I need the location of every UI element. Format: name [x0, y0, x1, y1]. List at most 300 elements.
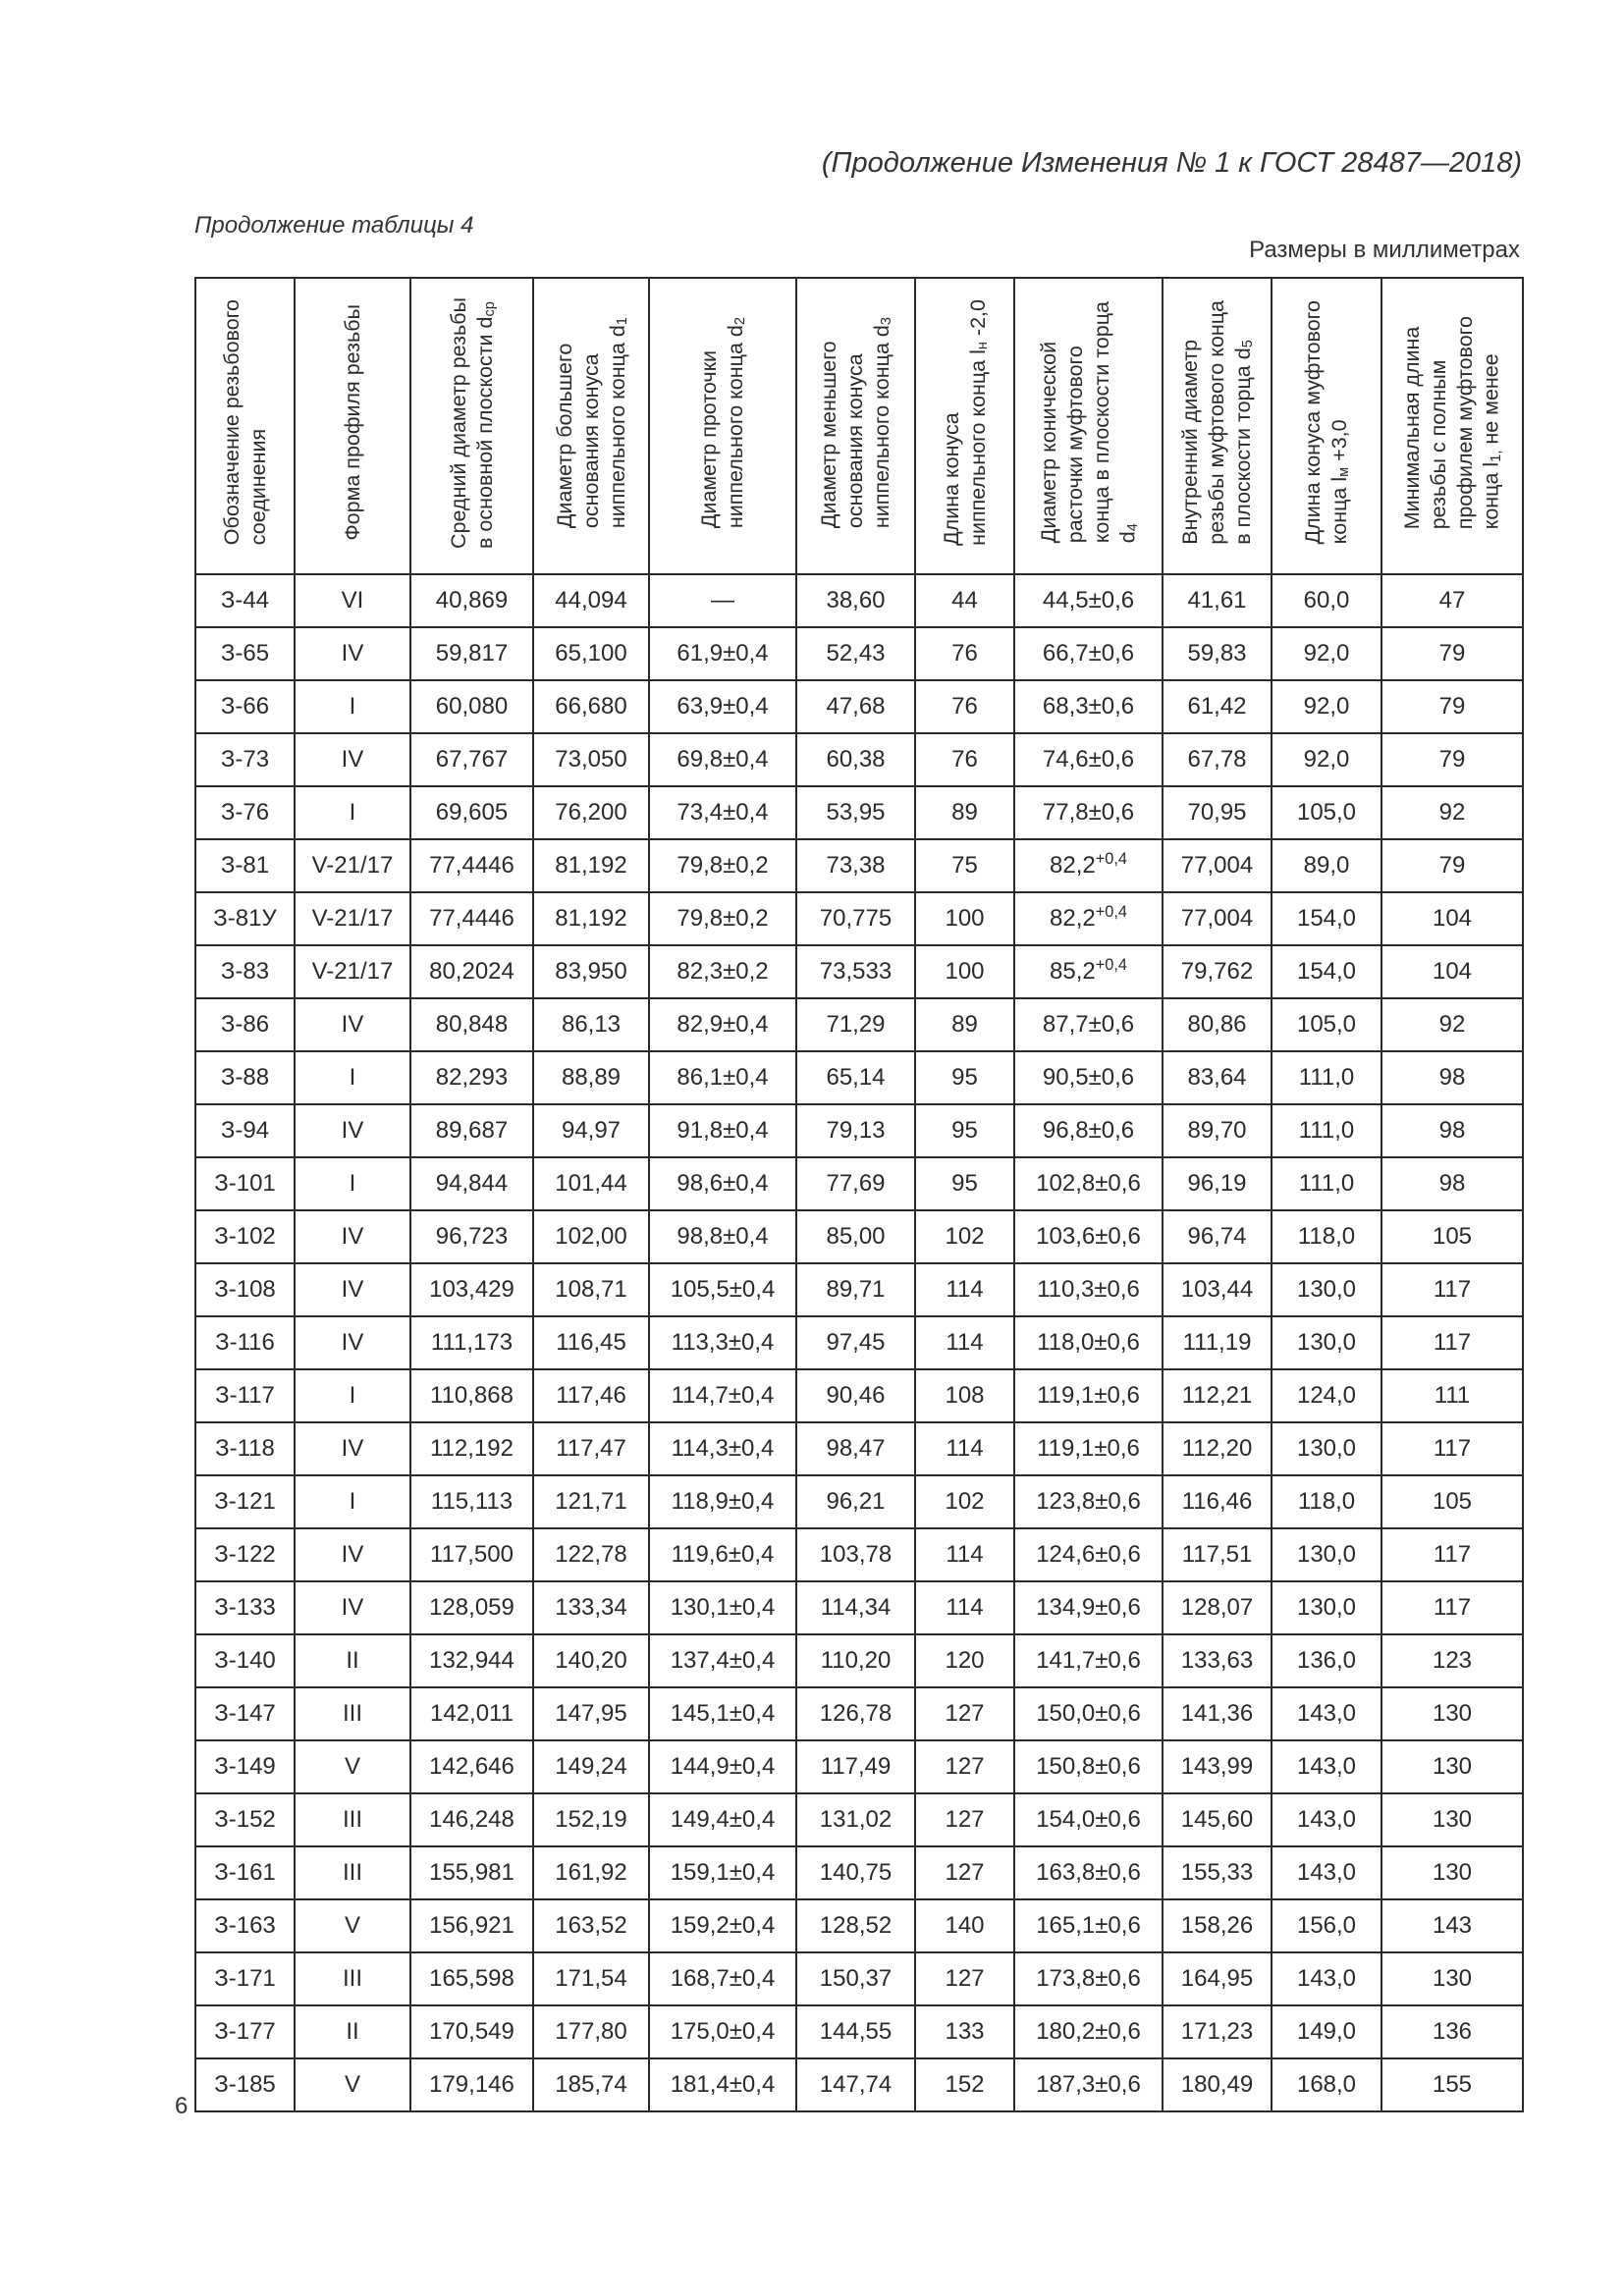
- table-cell: 130: [1381, 1687, 1523, 1740]
- document-continuation-header: (Продолжение Изменения № 1 к ГОСТ 28487—2018): [821, 147, 1522, 179]
- table-cell: 81,192: [533, 839, 649, 892]
- table-cell: 117: [1381, 1528, 1523, 1581]
- table-cell: 165,598: [410, 1952, 533, 2005]
- column-header-label: Форма профиля резьбы: [340, 304, 364, 541]
- table-cell: З-121: [195, 1475, 295, 1528]
- table-cell: 140,20: [533, 1634, 649, 1687]
- table-cell: 117: [1381, 1581, 1523, 1634]
- table-cell: 114: [915, 1422, 1014, 1475]
- column-header-label: Диаметр меньшего основания конуса ниппельного конца $d_3$: [817, 316, 895, 529]
- table-cell: 134,9±0,6: [1014, 1581, 1163, 1634]
- table-cell: З-152: [195, 1793, 295, 1846]
- table-cell: З-76: [195, 786, 295, 839]
- table-cell: 156,0: [1272, 1899, 1381, 1952]
- table-cell: З-66: [195, 680, 295, 733]
- table-cell: 79,13: [796, 1104, 915, 1157]
- table-cell: 111,173: [410, 1316, 533, 1369]
- table-cell: IV: [295, 1263, 410, 1316]
- table-cell: I: [295, 1369, 410, 1422]
- table-cell: 179,146: [410, 2058, 533, 2111]
- table-cell: 110,20: [796, 1634, 915, 1687]
- table-cell: 130: [1381, 1793, 1523, 1846]
- table-cell: 66,680: [533, 680, 649, 733]
- table-cell: 130,0: [1272, 1581, 1381, 1634]
- column-header-3: [410, 278, 533, 574]
- table-cell: 171,23: [1163, 2005, 1272, 2058]
- table-cell: $82,2^{+0,4}$: [1014, 892, 1163, 945]
- table-cell: З-86: [195, 998, 295, 1051]
- table-cell: 155,981: [410, 1846, 533, 1899]
- table-cell: 73,050: [533, 733, 649, 786]
- table-cell: 141,36: [1163, 1687, 1272, 1740]
- table-cell: 175,0±0,4: [649, 2005, 796, 2058]
- table-cell: IV: [295, 1210, 410, 1263]
- table-cell: 60,080: [410, 680, 533, 733]
- table-cell: 112,192: [410, 1422, 533, 1475]
- table-cell: 76: [915, 733, 1014, 786]
- table-header-row: [195, 278, 1523, 574]
- table-cell: 168,0: [1272, 2058, 1381, 2111]
- table-cell: 65,14: [796, 1051, 915, 1104]
- table-cell: 180,49: [1163, 2058, 1272, 2111]
- table-cell: 59,83: [1163, 627, 1272, 680]
- table-cell: 152: [915, 2058, 1014, 2111]
- table-cell: 89,70: [1163, 1104, 1272, 1157]
- table-cell: 122,78: [533, 1528, 649, 1581]
- table-cell: 89: [915, 998, 1014, 1051]
- table-row: [195, 1899, 1523, 1952]
- column-header-label: Диаметр конической расточки муфтового конца в плоскости торца $d_4$: [1036, 301, 1141, 544]
- table-cell: 187,3±0,6: [1014, 2058, 1163, 2111]
- table-cell: 130,0: [1272, 1422, 1381, 1475]
- table-row: [195, 1846, 1523, 1899]
- table-row: [195, 1369, 1523, 1422]
- table-cell: 89: [915, 786, 1014, 839]
- table-cell: З-44: [195, 574, 295, 627]
- table-cell: 159,2±0,4: [649, 1899, 796, 1952]
- table-row: [195, 1740, 1523, 1793]
- table-cell: 98: [1381, 1157, 1523, 1210]
- column-header-label: Длина конуса муфтового конца $l_м +3,0$: [1301, 300, 1353, 545]
- table-cell: 114: [915, 1581, 1014, 1634]
- table-cell: З-177: [195, 2005, 295, 2058]
- table-cell: 105,0: [1272, 998, 1381, 1051]
- table-row: [195, 733, 1523, 786]
- table-cell: 96,723: [410, 1210, 533, 1263]
- table-cell: 101,44: [533, 1157, 649, 1210]
- table-cell: 144,55: [796, 2005, 915, 2058]
- column-header-8: [1014, 278, 1163, 574]
- table-cell: 130: [1381, 1740, 1523, 1793]
- table-cell: З-118: [195, 1422, 295, 1475]
- table-cell: 79,8±0,2: [649, 839, 796, 892]
- table-cell: 149,24: [533, 1740, 649, 1793]
- table-cell: 95: [915, 1104, 1014, 1157]
- table-cell: 143,99: [1163, 1740, 1272, 1793]
- table-cell: 163,52: [533, 1899, 649, 1952]
- table-cell: 117: [1381, 1263, 1523, 1316]
- table-cell: 59,817: [410, 627, 533, 680]
- column-header-1: [195, 278, 295, 574]
- table-cell: 79: [1381, 627, 1523, 680]
- table-cell: 73,38: [796, 839, 915, 892]
- column-header-label: Диаметр большего основания конуса ниппельного конца $d_1$: [552, 316, 630, 529]
- table-cell: З-101: [195, 1157, 295, 1210]
- table-cell: 98: [1381, 1104, 1523, 1157]
- table-cell: 105: [1381, 1210, 1523, 1263]
- table-cell: 83,64: [1163, 1051, 1272, 1104]
- table-cell: 96,21: [796, 1475, 915, 1528]
- table-cell: 133,63: [1163, 1634, 1272, 1687]
- table-cell: 127: [915, 1793, 1014, 1846]
- table-cell: IV: [295, 1581, 410, 1634]
- table-cell: 116,46: [1163, 1475, 1272, 1528]
- table-cell: I: [295, 786, 410, 839]
- table-cell: IV: [295, 1528, 410, 1581]
- table-cell: III: [295, 1846, 410, 1899]
- units-note: Размеры в миллиметрах: [1249, 237, 1520, 263]
- table-cell: 117,46: [533, 1369, 649, 1422]
- table-cell: 112,21: [1163, 1369, 1272, 1422]
- table-cell: 144,9±0,4: [649, 1740, 796, 1793]
- table-cell: 150,37: [796, 1952, 915, 2005]
- table-cell: 77,69: [796, 1157, 915, 1210]
- table-row: [195, 1581, 1523, 1634]
- table-cell: 83,950: [533, 945, 649, 998]
- table-cell: 156,921: [410, 1899, 533, 1952]
- table-cell: 76: [915, 680, 1014, 733]
- table-cell: II: [295, 2005, 410, 2058]
- table-cell: 95: [915, 1051, 1014, 1104]
- table-cell: 154,0±0,6: [1014, 1793, 1163, 1846]
- table-cell: 71,29: [796, 998, 915, 1051]
- table-cell: 155,33: [1163, 1846, 1272, 1899]
- table-cell: 69,605: [410, 786, 533, 839]
- table-cell: 124,0: [1272, 1369, 1381, 1422]
- column-header-5: [649, 278, 796, 574]
- table-cell: З-88: [195, 1051, 295, 1104]
- table-cell: 108: [915, 1369, 1014, 1422]
- table-cell: 61,42: [1163, 680, 1272, 733]
- table-cell: З-81: [195, 839, 295, 892]
- table-cell: 89,71: [796, 1263, 915, 1316]
- table-cell: З-65: [195, 627, 295, 680]
- table-cell: IV: [295, 733, 410, 786]
- table-cell: 98,6±0,4: [649, 1157, 796, 1210]
- table-cell: З-83: [195, 945, 295, 998]
- table-cell: 69,8±0,4: [649, 733, 796, 786]
- table-cell: 140: [915, 1899, 1014, 1952]
- table-cell: 105: [1381, 1475, 1523, 1528]
- table-cell: 111: [1381, 1369, 1523, 1422]
- table-row: [195, 2058, 1523, 2111]
- table-cell: 41,61: [1163, 574, 1272, 627]
- table-cell: 165,1±0,6: [1014, 1899, 1163, 1952]
- table-cell: 75: [915, 839, 1014, 892]
- table-cell: 154,0: [1272, 945, 1381, 998]
- table-cell: 73,4±0,4: [649, 786, 796, 839]
- table-row: [195, 998, 1523, 1051]
- table-cell: 67,767: [410, 733, 533, 786]
- table-cell: 70,775: [796, 892, 915, 945]
- table-cell: 152,19: [533, 1793, 649, 1846]
- column-header-label: Минимальная длина резьбы с полным профилем муфтового конца $l_{1,}$ не менее: [1400, 315, 1505, 530]
- table-cell: 111,0: [1272, 1104, 1381, 1157]
- table-cell: 60,0: [1272, 574, 1381, 627]
- table-cell: 98: [1381, 1051, 1523, 1104]
- table-cell: 164,95: [1163, 1952, 1272, 2005]
- table-cell: IV: [295, 1422, 410, 1475]
- table-cell: 81,192: [533, 892, 649, 945]
- table-cell: 91,8±0,4: [649, 1104, 796, 1157]
- table-cell: 126,78: [796, 1687, 915, 1740]
- table-cell: 127: [915, 1740, 1014, 1793]
- table-cell: I: [295, 1051, 410, 1104]
- table-cell: 114: [915, 1263, 1014, 1316]
- table-cell: 77,004: [1163, 892, 1272, 945]
- table-cell: 115,113: [410, 1475, 533, 1528]
- column-header-2: [295, 278, 410, 574]
- table-cell: 114,34: [796, 1581, 915, 1634]
- table-cell: 114,7±0,4: [649, 1369, 796, 1422]
- table-cell: 65,100: [533, 627, 649, 680]
- table-cell: 103,44: [1163, 1263, 1272, 1316]
- table-cell: З-122: [195, 1528, 295, 1581]
- table-cell: 108,71: [533, 1263, 649, 1316]
- table-cell: V-21/17: [295, 839, 410, 892]
- table-row: [195, 839, 1523, 892]
- table-cell: 127: [915, 1952, 1014, 2005]
- table-cell: 77,4446: [410, 892, 533, 945]
- table-cell: 173,8±0,6: [1014, 1952, 1163, 2005]
- table-cell: 150,8±0,6: [1014, 1740, 1163, 1793]
- table-row: [195, 1157, 1523, 1210]
- table-cell: 143,0: [1272, 1952, 1381, 2005]
- table-cell: 100: [915, 892, 1014, 945]
- table-cell: 127: [915, 1687, 1014, 1740]
- table-cell: 117,47: [533, 1422, 649, 1475]
- table-cell: 70,95: [1163, 786, 1272, 839]
- table-cell: 68,3±0,6: [1014, 680, 1163, 733]
- table-cell: 92,0: [1272, 627, 1381, 680]
- table-cell: 102: [915, 1210, 1014, 1263]
- table-cell: 44,5±0,6: [1014, 574, 1163, 627]
- table-cell: 133: [915, 2005, 1014, 2058]
- table-cell: 102: [915, 1475, 1014, 1528]
- table-cell: З-94: [195, 1104, 295, 1157]
- table-cell: 119,1±0,6: [1014, 1422, 1163, 1475]
- table-row: [195, 1475, 1523, 1528]
- table-cell: III: [295, 1687, 410, 1740]
- table-cell: 136,0: [1272, 1634, 1381, 1687]
- table-cell: З-149: [195, 1740, 295, 1793]
- table-cell: 80,86: [1163, 998, 1272, 1051]
- table-cell: 105,0: [1272, 786, 1381, 839]
- table-cell: 118,9±0,4: [649, 1475, 796, 1528]
- table-cell: 97,45: [796, 1316, 915, 1369]
- table-cell: 79: [1381, 680, 1523, 733]
- table-row: [195, 1793, 1523, 1846]
- column-header-9: [1163, 278, 1272, 574]
- table-cell: 127: [915, 1846, 1014, 1899]
- table-cell: 104: [1381, 945, 1523, 998]
- table-cell: 142,011: [410, 1687, 533, 1740]
- table-cell: 63,9±0,4: [649, 680, 796, 733]
- table-cell: 118,0: [1272, 1475, 1381, 1528]
- table-cell: 185,74: [533, 2058, 649, 2111]
- table-cell: 89,0: [1272, 839, 1381, 892]
- table-cell: V: [295, 2058, 410, 2111]
- table-cell: IV: [295, 1316, 410, 1369]
- table-cell: 119,1±0,6: [1014, 1369, 1163, 1422]
- table-cell: 130,0: [1272, 1316, 1381, 1369]
- table-cell: 111,0: [1272, 1157, 1381, 1210]
- column-header-label: Средний диаметр резьбы в основной плоскости $d_{ср}$: [446, 296, 498, 549]
- column-header-label: Внутренний диаметр резьбы муфтового конца в плоскости торца $d_5$: [1178, 300, 1257, 545]
- page-number: 6: [175, 2093, 189, 2119]
- table-caption: Продолжение таблицы 4: [194, 212, 474, 239]
- table-cell: 155: [1381, 2058, 1523, 2111]
- table-cell: З-161: [195, 1846, 295, 1899]
- table-cell: 118,0±0,6: [1014, 1316, 1163, 1369]
- table-cell: 128,059: [410, 1581, 533, 1634]
- table-cell: 103,429: [410, 1263, 533, 1316]
- table-cell: 90,46: [796, 1369, 915, 1422]
- table-row: [195, 786, 1523, 839]
- table-cell: 159,1±0,4: [649, 1846, 796, 1899]
- column-header-11: [1381, 278, 1523, 574]
- table-cell: 119,6±0,4: [649, 1528, 796, 1581]
- table-cell: 96,74: [1163, 1210, 1272, 1263]
- table-cell: 117,51: [1163, 1528, 1272, 1581]
- table-cell: 73,533: [796, 945, 915, 998]
- table-cell: 103,6±0,6: [1014, 1210, 1163, 1263]
- table-row: [195, 892, 1523, 945]
- table-cell: 74,6±0,6: [1014, 733, 1163, 786]
- table-body: [195, 574, 1523, 2111]
- table-cell: 82,3±0,2: [649, 945, 796, 998]
- table-cell: 38,60: [796, 574, 915, 627]
- table-cell: IV: [295, 998, 410, 1051]
- table-cell: 181,4±0,4: [649, 2058, 796, 2111]
- column-header-10: [1272, 278, 1381, 574]
- table-row: [195, 1952, 1523, 2005]
- table-cell: 161,92: [533, 1846, 649, 1899]
- table-cell: V: [295, 1740, 410, 1793]
- table-cell: 147,95: [533, 1687, 649, 1740]
- table-cell: III: [295, 1793, 410, 1846]
- table-cell: II: [295, 1634, 410, 1687]
- table-cell: 143,0: [1272, 1687, 1381, 1740]
- table-cell: I: [295, 680, 410, 733]
- table-row: [195, 627, 1523, 680]
- table-cell: 85,00: [796, 1210, 915, 1263]
- table-cell: 92: [1381, 786, 1523, 839]
- table-cell: 104: [1381, 892, 1523, 945]
- table-cell: 66,7±0,6: [1014, 627, 1163, 680]
- table-cell: 110,3±0,6: [1014, 1263, 1163, 1316]
- table-cell: 114,3±0,4: [649, 1422, 796, 1475]
- column-header-label: Длина конуса ниппельного конца $l_н$ -2,0: [939, 299, 991, 546]
- table-cell: 168,7±0,4: [649, 1952, 796, 2005]
- table-cell: 114: [915, 1316, 1014, 1369]
- table-cell: 79: [1381, 839, 1523, 892]
- table-cell: 130: [1381, 1952, 1523, 2005]
- table-cell: 61,9±0,4: [649, 627, 796, 680]
- table-cell: 143: [1381, 1899, 1523, 1952]
- table-cell: 180,2±0,6: [1014, 2005, 1163, 2058]
- table-cell: 117: [1381, 1422, 1523, 1475]
- table-cell: 123,8±0,6: [1014, 1475, 1163, 1528]
- table-cell: 137,4±0,4: [649, 1634, 796, 1687]
- table-row: [195, 2005, 1523, 2058]
- table-cell: 90,5±0,6: [1014, 1051, 1163, 1104]
- table-row: [195, 574, 1523, 627]
- table-cell: 60,38: [796, 733, 915, 786]
- table-cell: $82,2^{+0,4}$: [1014, 839, 1163, 892]
- table-cell: V-21/17: [295, 892, 410, 945]
- table-cell: 111,19: [1163, 1316, 1272, 1369]
- table-cell: 95: [915, 1157, 1014, 1210]
- table-cell: 111,0: [1272, 1051, 1381, 1104]
- table-cell: 117,49: [796, 1740, 915, 1793]
- table-cell: 102,00: [533, 1210, 649, 1263]
- table-cell: I: [295, 1157, 410, 1210]
- table-cell: 77,004: [1163, 839, 1272, 892]
- table-cell: 171,54: [533, 1952, 649, 2005]
- table-cell: 87,7±0,6: [1014, 998, 1163, 1051]
- table-cell: З-73: [195, 733, 295, 786]
- table-cell: 142,646: [410, 1740, 533, 1793]
- column-header-7: [915, 278, 1014, 574]
- table-cell: 150,0±0,6: [1014, 1687, 1163, 1740]
- table-row: [195, 1051, 1523, 1104]
- table-cell: 136: [1381, 2005, 1523, 2058]
- column-header-label: Диаметр проточки ниппельного конца $d_2$: [697, 316, 749, 529]
- table-cell: 110,868: [410, 1369, 533, 1422]
- table-cell: 132,944: [410, 1634, 533, 1687]
- table-row: [195, 1634, 1523, 1687]
- table-cell: 124,6±0,6: [1014, 1528, 1163, 1581]
- table-cell: 123: [1381, 1634, 1523, 1687]
- table-cell: 128,07: [1163, 1581, 1272, 1634]
- table-row: [195, 1687, 1523, 1740]
- table-cell: 96,8±0,6: [1014, 1104, 1163, 1157]
- table-cell: 80,848: [410, 998, 533, 1051]
- table-row: [195, 945, 1523, 998]
- table-row: [195, 1263, 1523, 1316]
- table-cell: 103,78: [796, 1528, 915, 1581]
- table-cell: 121,71: [533, 1475, 649, 1528]
- table-cell: 67,78: [1163, 733, 1272, 786]
- table-cell: 130,1±0,4: [649, 1581, 796, 1634]
- table-cell: З-163: [195, 1899, 295, 1952]
- table-cell: З-147: [195, 1687, 295, 1740]
- table-cell: З-102: [195, 1210, 295, 1263]
- table-cell: 94,844: [410, 1157, 533, 1210]
- table-cell: 82,293: [410, 1051, 533, 1104]
- table-cell: 141,7±0,6: [1014, 1634, 1163, 1687]
- table-cell: —: [649, 574, 796, 627]
- table-cell: 120: [915, 1634, 1014, 1687]
- table-cell: 133,34: [533, 1581, 649, 1634]
- table-cell: 177,80: [533, 2005, 649, 2058]
- table-cell: V-21/17: [295, 945, 410, 998]
- table-cell: 79,8±0,2: [649, 892, 796, 945]
- table-row: [195, 680, 1523, 733]
- table-cell: 44: [915, 574, 1014, 627]
- table-cell: 76,200: [533, 786, 649, 839]
